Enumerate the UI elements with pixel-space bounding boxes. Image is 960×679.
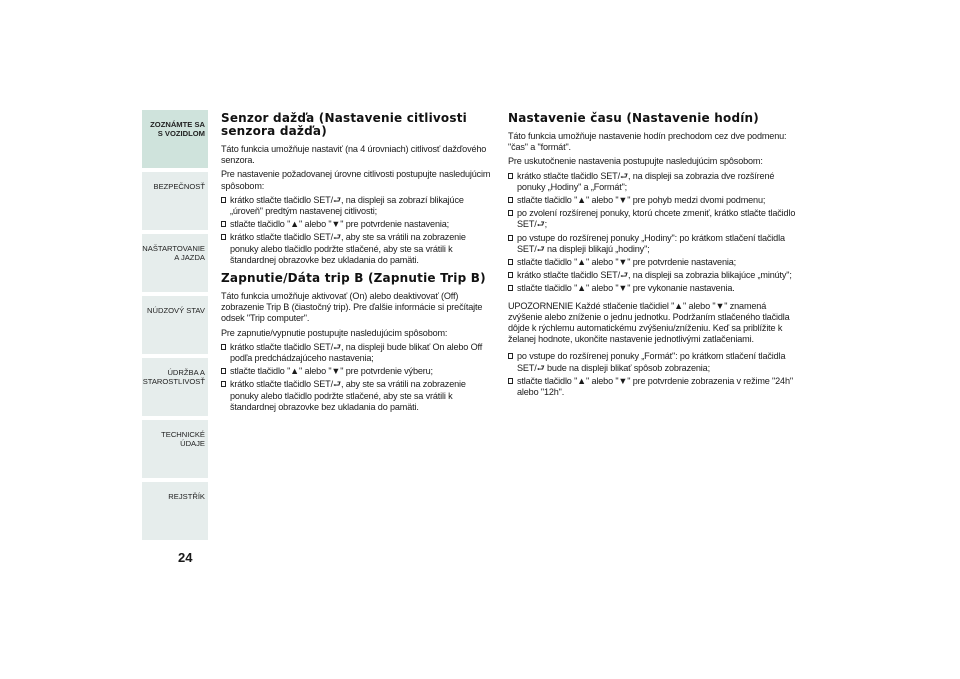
tab-technicke-udaje[interactable]: TECHNICKÉ ÚDAJE bbox=[142, 420, 210, 478]
checkbox-bullet-icon bbox=[508, 353, 513, 359]
section-trip-b bbox=[221, 272, 496, 413]
list-item: krátko stlačte tlačidlo SET/⮐, na displeji sa zobrazí blikajúce „úroveň" predtým nastavenej citlivosti; bbox=[221, 195, 496, 217]
checkbox-bullet-icon bbox=[221, 234, 226, 240]
checkbox-bullet-icon bbox=[508, 285, 513, 291]
checkbox-bullet-icon bbox=[221, 381, 226, 387]
list-item: stlačte tlačidlo "▲" alebo "▼" pre potvrdenie nastavenia; bbox=[508, 257, 800, 268]
list-item: stlačte tlačidlo "▲" alebo "▼" pre pohyb medzi dvomi podmenu; bbox=[508, 195, 800, 206]
list-item: stlačte tlačidlo "▲" alebo "▼" pre potvrdenie nastavenia; bbox=[221, 219, 496, 230]
left-column bbox=[221, 112, 496, 419]
checkbox-bullet-icon bbox=[508, 173, 513, 179]
section-title: Zapnutie/Dáta trip B (Zapnutie Trip B) bbox=[221, 271, 486, 286]
checkbox-bullet-icon bbox=[221, 197, 226, 203]
checkbox-bullet-icon bbox=[221, 221, 226, 227]
section-clock bbox=[508, 112, 800, 398]
note-paragraph: UPOZORNENIE Každé stlačenie tlačidiel "▲" alebo "▼" znamená zvýšenie alebo zníženie o jednu jednotku. Podržaním stlačeného tlačidla dôjde k rýchlemu automatickému zvýšeniu/zníženiu. Keď sa priblížite k želanej hodnote, ukončite nastavenie jednotlivými zatlačeniami. bbox=[508, 300, 790, 345]
checkbox-bullet-icon bbox=[508, 197, 513, 203]
section-title: Nastavenie času (Nastavenie hodín) bbox=[508, 111, 759, 125]
paragraph: Táto funkcia umožňuje aktivovať (On) alebo deaktivovať (Off) zobrazenie Trip B (čiastočný trip). Pre ďalšie informácie si prečítajte odsek "Trip computer". bbox=[221, 291, 483, 324]
list-item: stlačte tlačidlo "▲" alebo "▼" pre vykonanie nastavenia. bbox=[508, 283, 800, 294]
list-item: stlačte tlačidlo "▲" alebo "▼" pre potvrdenie zobrazenia v režime "24h" alebo "12h". bbox=[508, 376, 800, 398]
list-item: krátko stlačte tlačidlo SET/⮐, na displeji sa zobrazia dve rozšírené ponuky „Hodiny" a „Formát"; bbox=[508, 171, 800, 193]
paragraph: Pre nastavenie požadovanej úrovne citlivosti postupujte nasledujúcim spôsobom: bbox=[221, 169, 491, 191]
tab-bezpecnost[interactable]: BEZPEČNOSŤ bbox=[142, 172, 210, 230]
tab-zoznamte-sa[interactable]: ZOZNÁMTE SA S VOZIDLOM bbox=[142, 110, 210, 168]
paragraph: Pre uskutočnenie nastavenia postupujte nasledujúcim spôsobom: bbox=[508, 156, 763, 167]
page-number: 24 bbox=[178, 550, 193, 565]
right-column bbox=[508, 112, 800, 404]
list-item: krátko stlačte tlačidlo SET/⮐, aby ste sa vrátili na zobrazenie ponuky alebo tlačidlo podržte stlačené, aby ste sa vrátili k štandardnej obrazovke bez ukladania do pamäti. bbox=[221, 232, 496, 266]
paragraph: Táto funkcia umožňuje nastaviť (na 4 úrovniach) citlivosť dažďového senzora. bbox=[221, 144, 487, 166]
list-item: po vstupe do rozšírenej ponuky „Hodiny": po krátkom stlačení tlačidla SET/⮐ na displeji blikajú „hodiny"; bbox=[508, 233, 800, 255]
checkbox-bullet-icon bbox=[221, 368, 226, 374]
step-list bbox=[508, 351, 800, 398]
checkbox-bullet-icon bbox=[508, 235, 513, 241]
checkbox-bullet-icon bbox=[508, 210, 513, 216]
step-list bbox=[221, 195, 496, 266]
list-item: krátko stlačte tlačidlo SET/⮐, aby ste sa vrátili na zobrazenie ponuky alebo tlačidlo podržte stlačené, aby ste sa vrátili k štandardnej obrazovke bez ukladania do pamäti. bbox=[221, 379, 496, 413]
list-item: krátko stlačte tlačidlo SET/⮐, na displeji bude blikať On alebo Off podľa predchádzajúceho nastavenia; bbox=[221, 342, 496, 364]
step-list bbox=[508, 171, 800, 295]
tab-rejstrik[interactable]: REJSTŘÍK bbox=[142, 482, 210, 540]
list-item: stlačte tlačidlo "▲" alebo "▼" pre potvrdenie výberu; bbox=[221, 366, 496, 377]
checkbox-bullet-icon bbox=[508, 272, 513, 278]
list-item: po zvolení rozšírenej ponuky, ktorú chcete zmeniť, krátko stlačte tlačidlo SET/⮐; bbox=[508, 208, 800, 230]
section-title: Senzor dažďa (Nastavenie citlivosti senzora dažďa) bbox=[221, 111, 467, 138]
tab-udrzba[interactable]: ÚDRŽBA A STAROSTLIVOSŤ bbox=[142, 358, 210, 416]
paragraph: Pre zapnutie/vypnutie postupujte nasledujúcim spôsobom: bbox=[221, 327, 448, 338]
tab-nastartovanie[interactable]: NAŠTARTOVANIE A JAZDA bbox=[142, 234, 210, 292]
checkbox-bullet-icon bbox=[508, 259, 513, 265]
list-item: krátko stlačte tlačidlo SET/⮐, na displeji sa zobrazia blikajúce „minúty"; bbox=[508, 270, 800, 281]
list-item: po vstupe do rozšírenej ponuky „Formát": po krátkom stlačení tlačidla SET/⮐ bude na displeji blikať spôsob zobrazenia; bbox=[508, 351, 800, 373]
checkbox-bullet-icon bbox=[221, 344, 226, 350]
step-list bbox=[221, 342, 496, 413]
checkbox-bullet-icon bbox=[508, 378, 513, 384]
tab-nudzovy-stav[interactable]: NÚDZOVÝ STAV bbox=[142, 296, 210, 354]
section-rain-sensor bbox=[221, 112, 496, 266]
paragraph: Táto funkcia umožňuje nastavenie hodín prechodom cez dve podmenu: "čas" a "formát". bbox=[508, 131, 787, 153]
